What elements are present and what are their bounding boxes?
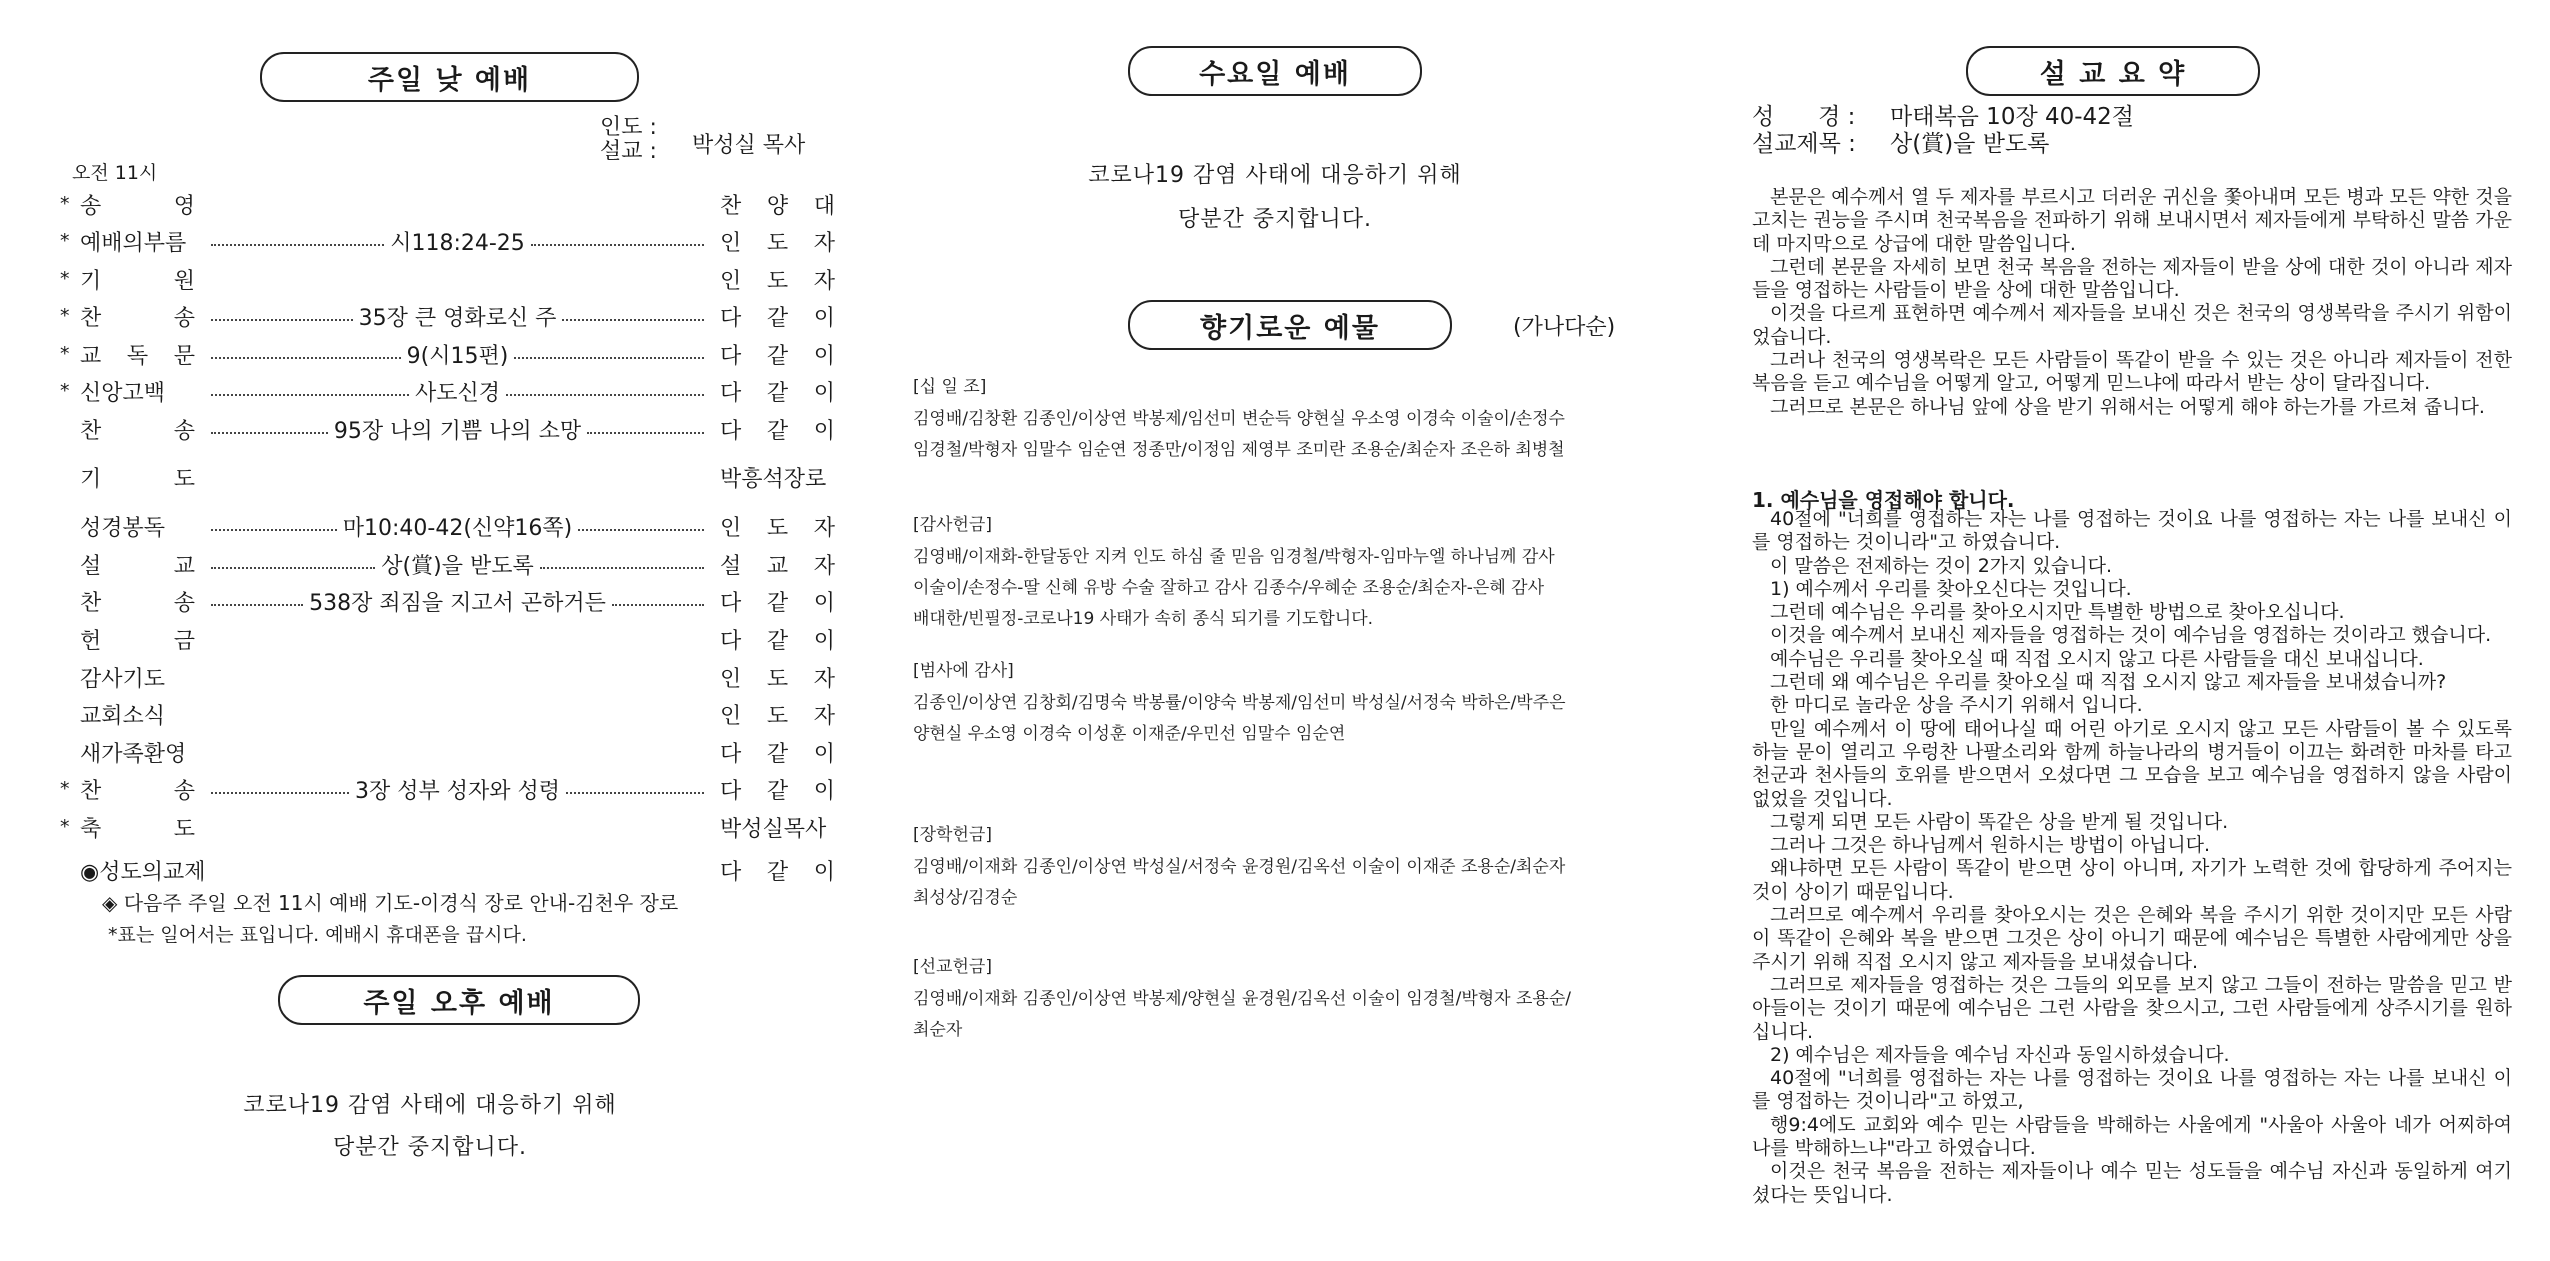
leader-dots xyxy=(211,244,384,246)
order-item: 설 교 xyxy=(80,553,195,579)
order-content: 35장 큰 영화로신 주 xyxy=(358,305,557,331)
offering-section-heading: [선교헌금] xyxy=(913,957,992,977)
offering-section-heading: [장학헌금] xyxy=(913,825,992,845)
offering-names-line: 양현실 우소영 이경숙 이성훈 이재준/우민선 임말수 임순연 xyxy=(913,724,1346,744)
standing-mark: * xyxy=(60,305,70,327)
order-item: 예배의부름 xyxy=(80,230,187,256)
offering-title: 향기로운 예물 xyxy=(1128,300,1452,350)
sermon-paragraph: 2) 예수님은 제자들을 예수님 자신과 동일시하셨습니다. xyxy=(1770,1043,2230,1066)
sermon-paragraph: 예수님은 우리를 찾아오실 때 직접 오시지 않고 다른 사람들을 대신 보내십니다. xyxy=(1770,647,2424,670)
sunday-morning-column xyxy=(60,0,840,1261)
sunday-afternoon-title: 주일 오후 예배 xyxy=(278,975,640,1025)
order-content: 마10:40-42(신약16쪽) xyxy=(342,515,573,541)
order-row xyxy=(60,697,835,731)
order-row xyxy=(60,299,835,333)
next-week-notice: ◈ 다음주 주일 오전 11시 예배 기도-이경식 장로 안내-김천우 장로 xyxy=(102,891,679,915)
order-item: 찬 송 xyxy=(80,590,195,616)
leader-dots xyxy=(540,567,704,569)
order-role: 다 같 이 xyxy=(720,628,835,654)
sermon-paragraph: 한 마디로 놀라운 상을 주시기 위해서 입니다. xyxy=(1770,694,2143,717)
standing-mark: * xyxy=(60,230,70,252)
offering-names-line: 김종인/이상연 김창회/김명숙 박봉률/이양숙 박봉제/임선미 박성실/서정숙 박하은/박주은 xyxy=(913,693,1566,713)
leader-dots xyxy=(211,567,375,569)
order-role: 다 같 이 xyxy=(720,741,835,767)
sermon-paragraph: 그런데 본문을 자세히 보면 천국 복음을 전하는 제자들이 받을 상에 대한 것이 아니라 제자들을 영접하는 사람들이 받을 상에 대한 말씀입니다. xyxy=(1752,255,2512,302)
order-item: 찬 송 xyxy=(80,418,195,444)
sermon-meta xyxy=(1752,104,2134,158)
offering-names xyxy=(913,852,1683,914)
scripture-label: 성 경 : xyxy=(1752,104,1856,130)
offering-section-heading: [십 일 조] xyxy=(913,377,987,397)
offering-names xyxy=(913,542,1683,635)
leader-label: 인도 : xyxy=(600,115,657,140)
order-role: 인 도 자 xyxy=(720,230,835,256)
preacher-label: 설교 : xyxy=(600,139,657,164)
leader-dots xyxy=(211,394,409,396)
sermon-paragraph: 이것을 다르게 표현하면 예수께서 제자들을 보내신 것은 천국의 영생복락을 주시기 위함이었습니다. xyxy=(1752,302,2512,348)
order-item: 찬 송 xyxy=(80,305,195,331)
order-content: 9(시15편) xyxy=(406,343,509,369)
leader-labels xyxy=(600,116,657,164)
leader-dots xyxy=(566,792,704,794)
order-row xyxy=(60,460,835,494)
standing-mark: * xyxy=(60,380,70,402)
wednesday-notice-line1: 코로나19 감염 사태에 대응하기 위해 xyxy=(1088,163,1462,188)
offering-names-line: 이술이/손정수-딸 신혜 유방 수술 잘하고 감사 김종수/우혜순 조용순/최순자-은혜 감사 xyxy=(913,578,1545,598)
offering-order-note: (가나다순) xyxy=(1513,315,1616,340)
sermon-paragraph: 그러므로 본문은 하나님 앞에 상을 받기 위해서는 어떻게 해야 하는가를 가르쳐 줍니다. xyxy=(1770,395,2485,418)
offering-names-line: 김영배/김창환 김종인/이상연 박봉제/임선미 변순득 양현실 우소영 이경숙 이술이/손정수 xyxy=(913,409,1565,429)
sermon-paragraph: 이 말씀은 전제하는 것이 2가지 있습니다. xyxy=(1770,554,2112,577)
order-row xyxy=(60,337,835,371)
point1-body xyxy=(1752,508,2512,1207)
sermon-paragraph: 그러므로 예수께서 우리를 찾아오시는 것은 은혜와 복을 주시기 위한 것이지만 모든 사람이 똑같이 은혜와 복을 받으면 그것은 상이 아니기 때문에 예수님은 특별한 사람에게만 상을 주시기 위해 직접 오시지 않고 제자들을 보내셨습니다. xyxy=(1752,904,2512,973)
leader-dots xyxy=(211,529,337,531)
sermon-paragraph: 왜냐하면 모든 사람이 똑같이 받으면 상이 아니며, 자기가 노력한 것에 합당하게 주어지는 것이 상이기 때문입니다. xyxy=(1752,857,2512,903)
standing-mark: * xyxy=(60,268,70,290)
sermon-paragraph: 40절에 "너희를 영접하는 자는 나를 영접하는 것이요 나를 영접하는 자는 나를 보내신 이를 영접하는 것이니라"고 하였습니다. xyxy=(1752,508,2512,554)
order-row xyxy=(60,374,835,408)
order-role: 다 같 이 xyxy=(720,778,835,804)
point1-heading: 1. 예수님을 영접해야 합니다. xyxy=(1752,488,2015,512)
order-content: 상(賞)을 받도록 xyxy=(381,553,534,579)
standing-note: *표는 일어서는 표입니다. 예배시 휴대폰을 끕시다. xyxy=(108,924,527,946)
order-content: 95장 나의 기쁨 나의 소망 xyxy=(333,418,582,444)
order-role: 다 같 이 xyxy=(720,590,835,616)
offering-names-line: 최순자 xyxy=(913,1020,963,1040)
sermon-paragraph: 40절에 "너희를 영접하는 자는 나를 영접하는 것이요 나를 영접하는 자는 나를 보내신 이를 영접하는 것이니라"고 하였고, xyxy=(1752,1067,2512,1113)
order-item: ◉성도의교제 xyxy=(80,859,206,885)
leader-dots xyxy=(531,244,704,246)
order-row xyxy=(60,853,835,887)
order-role: 다 같 이 xyxy=(720,380,835,406)
leader-dots xyxy=(211,792,349,794)
standing-mark: * xyxy=(60,816,70,838)
sermon-paragraph: 그러나 천국의 영생복락은 모든 사람들이 똑같이 받을 수 있는 것은 아니라 제자들이 전한 복음을 듣고 예수님을 어떻게 알고, 어떻게 믿느냐에 따라서 받는 상이 달라집니다. xyxy=(1752,349,2512,395)
order-row xyxy=(60,509,835,543)
order-role: 다 같 이 xyxy=(720,859,835,885)
order-row xyxy=(60,547,835,581)
order-content: 538장 죄짐을 지고서 곤하거든 xyxy=(309,590,606,616)
offering-names xyxy=(913,404,1683,466)
sermon-paragraph: 그러나 그것은 하나님께서 원하시는 방법이 아닙니다. xyxy=(1770,834,2211,857)
leader-dots xyxy=(211,604,303,606)
order-item: 새가족환영 xyxy=(80,741,187,767)
afternoon-notice-line2: 당분간 중지합니다. xyxy=(332,1135,527,1160)
order-row xyxy=(60,622,835,656)
order-item: 기 원 xyxy=(80,268,195,294)
leader-dots xyxy=(587,432,704,434)
order-row xyxy=(60,772,835,806)
sermon-paragraph: 그렇게 되면 모든 사람이 똑같은 상을 받게 될 것입니다. xyxy=(1770,810,2229,833)
order-role: 박흥석장로 xyxy=(720,466,827,492)
leader-dots xyxy=(211,432,328,434)
order-role: 박성실목사 xyxy=(720,816,827,842)
order-role: 다 같 이 xyxy=(720,418,835,444)
sermon-paragraph: 이것을 예수께서 보내신 제자들을 영접하는 것이 예수님을 영접하는 것이라고 했습니다. xyxy=(1770,624,2492,647)
sermon-paragraph: 이것은 천국 복음을 전하는 제자들이나 예수 믿는 성도들을 예수님 자신과 동일하게 여기셨다는 뜻입니다. xyxy=(1752,1160,2512,1206)
leader-dots xyxy=(211,319,353,321)
sermon-paragraph: 본문은 예수께서 열 두 제자를 부르시고 더러운 귀신을 쫓아내며 모든 병과 모든 약한 것을 고치는 권능을 주시며 천국복음을 전파하기 위해 보내시면서 제자들에게 부탁하신 말씀 가운데 마지막으로 상급에 대한 말씀입니다. xyxy=(1752,186,2512,255)
leader-dots xyxy=(211,357,401,359)
leader-dots xyxy=(578,529,704,531)
service-time: 오전 11시 xyxy=(72,162,158,184)
scripture-value: 마태복음 10장 40-42절 xyxy=(1890,104,2135,130)
order-row xyxy=(60,584,835,618)
leader-dots xyxy=(514,357,704,359)
leader-dots xyxy=(612,604,704,606)
sermon-paragraph: 그런데 예수님은 우리를 찾아오시지만 특별한 방법으로 찾아오십니다. xyxy=(1770,601,2345,624)
order-item: 기 도 xyxy=(80,466,195,492)
sermon-paragraph: 그러므로 제자들을 영접하는 것은 그들의 외모를 보지 않고 그들이 전하는 말씀을 믿고 받아들이는 것이기 때문에 예수님은 그런 사람을 찾으시고, 그런 사람들에게 상주시기를 원하십니다. xyxy=(1752,973,2512,1043)
order-item: 헌 금 xyxy=(80,628,195,654)
order-content: 3장 성부 성자와 성령 xyxy=(355,778,560,804)
offering-names xyxy=(913,984,1683,1046)
order-item: 축 도 xyxy=(80,816,195,842)
sunday-morning-title: 주일 낮 예배 xyxy=(260,52,639,102)
offering-names xyxy=(913,688,1683,750)
sermon-intro xyxy=(1752,186,2512,419)
afternoon-notice-line1: 코로나19 감염 사태에 대응하기 위해 xyxy=(243,1093,617,1118)
wednesday-title: 수요일 예배 xyxy=(1128,46,1422,96)
standing-mark: * xyxy=(60,778,70,800)
sermon-column xyxy=(1752,0,2512,1261)
leader-dots xyxy=(506,394,704,396)
order-item: 신앙고백 xyxy=(80,380,166,406)
offering-section-heading: [감사헌금] xyxy=(913,515,992,535)
order-item: 송 영 xyxy=(80,193,195,219)
offering-names-line: 임경철/박형자 임말수 임순연 정종만/이정임 제영부 조미란 조용순/최순자 조은하 최병철 xyxy=(913,440,1565,460)
sermon-summary-title: 설 교 요 약 xyxy=(1966,46,2260,96)
sermon-paragraph: 1) 예수께서 우리를 찾아오신다는 것입니다. xyxy=(1770,577,2132,600)
order-item: 찬 송 xyxy=(80,778,195,804)
order-role: 다 같 이 xyxy=(720,305,835,331)
order-role: 인 도 자 xyxy=(720,515,835,541)
wednesday-notice-line2: 당분간 중지합니다. xyxy=(1177,207,1372,232)
leader-dots xyxy=(562,319,704,321)
order-item: 성경봉독 xyxy=(80,515,166,541)
order-item: 교회소식 xyxy=(80,703,166,729)
offering-section-heading: [범사에 감사] xyxy=(913,661,1014,681)
sermon-title-value: 상(賞)을 받도록 xyxy=(1890,131,2050,157)
sermon-paragraph: 행9:4에도 교회와 예수 믿는 사람들을 박해하는 사울에게 "사울아 사울아 네가 어찌하여 나를 박해하느냐"라고 하였습니다. xyxy=(1752,1113,2512,1160)
leader-name: 박성실 목사 xyxy=(692,133,806,158)
order-row xyxy=(60,735,835,769)
order-row xyxy=(60,660,835,694)
order-role: 인 도 자 xyxy=(720,268,835,294)
order-role: 설 교 자 xyxy=(720,553,835,579)
order-role: 찬 양 대 xyxy=(720,193,835,219)
order-role: 인 도 자 xyxy=(720,703,835,729)
order-row xyxy=(60,187,835,221)
order-item: 교 독 문 xyxy=(80,343,195,369)
offering-names-line: 김영배/이재화 김종인/이상연 박봉제/양현실 윤경원/김옥선 이술이 임경철/박형자 조용순/ xyxy=(913,989,1571,1009)
order-content: 시118:24-25 xyxy=(390,230,525,256)
offering-names-line: 배대한/빈필정-코로나19 사태가 속히 종식 되기를 기도합니다. xyxy=(913,609,1374,629)
order-item: 감사기도 xyxy=(80,666,166,692)
order-row xyxy=(60,262,835,296)
standing-mark: * xyxy=(60,193,70,215)
order-content: 사도신경 xyxy=(415,380,501,406)
sermon-title-label: 설교제목 : xyxy=(1752,131,1856,157)
offering-names-line: 김영배/이재화 김종인/이상연 박성실/서정숙 윤경원/김옥선 이술이 이재준 조용순/최순자 xyxy=(913,857,1566,877)
sermon-paragraph: 만일 예수께서 이 땅에 태어나실 때 어린 아기로 오시지 않고 모든 사람들이 볼 수 있도록 하늘 문이 열리고 우렁찬 나팔소리와 함께 하늘나라의 병거들이 이끄는 화려한 마차를 타고 천군과 천사들의 호위를 받으면서 오셨다면 그 모습을 보고 예수님을 영접하지 않을 사람이 없었을 것입니다. xyxy=(1752,717,2512,810)
order-role: 인 도 자 xyxy=(720,666,835,692)
order-row xyxy=(60,810,835,844)
order-row xyxy=(60,224,835,258)
offering-names-line: 최성상/김경순 xyxy=(913,888,1018,908)
order-row xyxy=(60,412,835,446)
order-role: 다 같 이 xyxy=(720,343,835,369)
sermon-paragraph: 그런데 왜 예수님은 우리를 찾아오실 때 직접 오시지 않고 제자들을 보내셨습니까? xyxy=(1770,671,2447,694)
standing-mark: * xyxy=(60,343,70,365)
wednesday-offering-column xyxy=(905,0,1685,1261)
offering-names-line: 김영배/이재화-한달동안 지켜 인도 하심 줄 믿음 임경철/박형자-임마누엘 하나님께 감사 xyxy=(913,547,1555,567)
